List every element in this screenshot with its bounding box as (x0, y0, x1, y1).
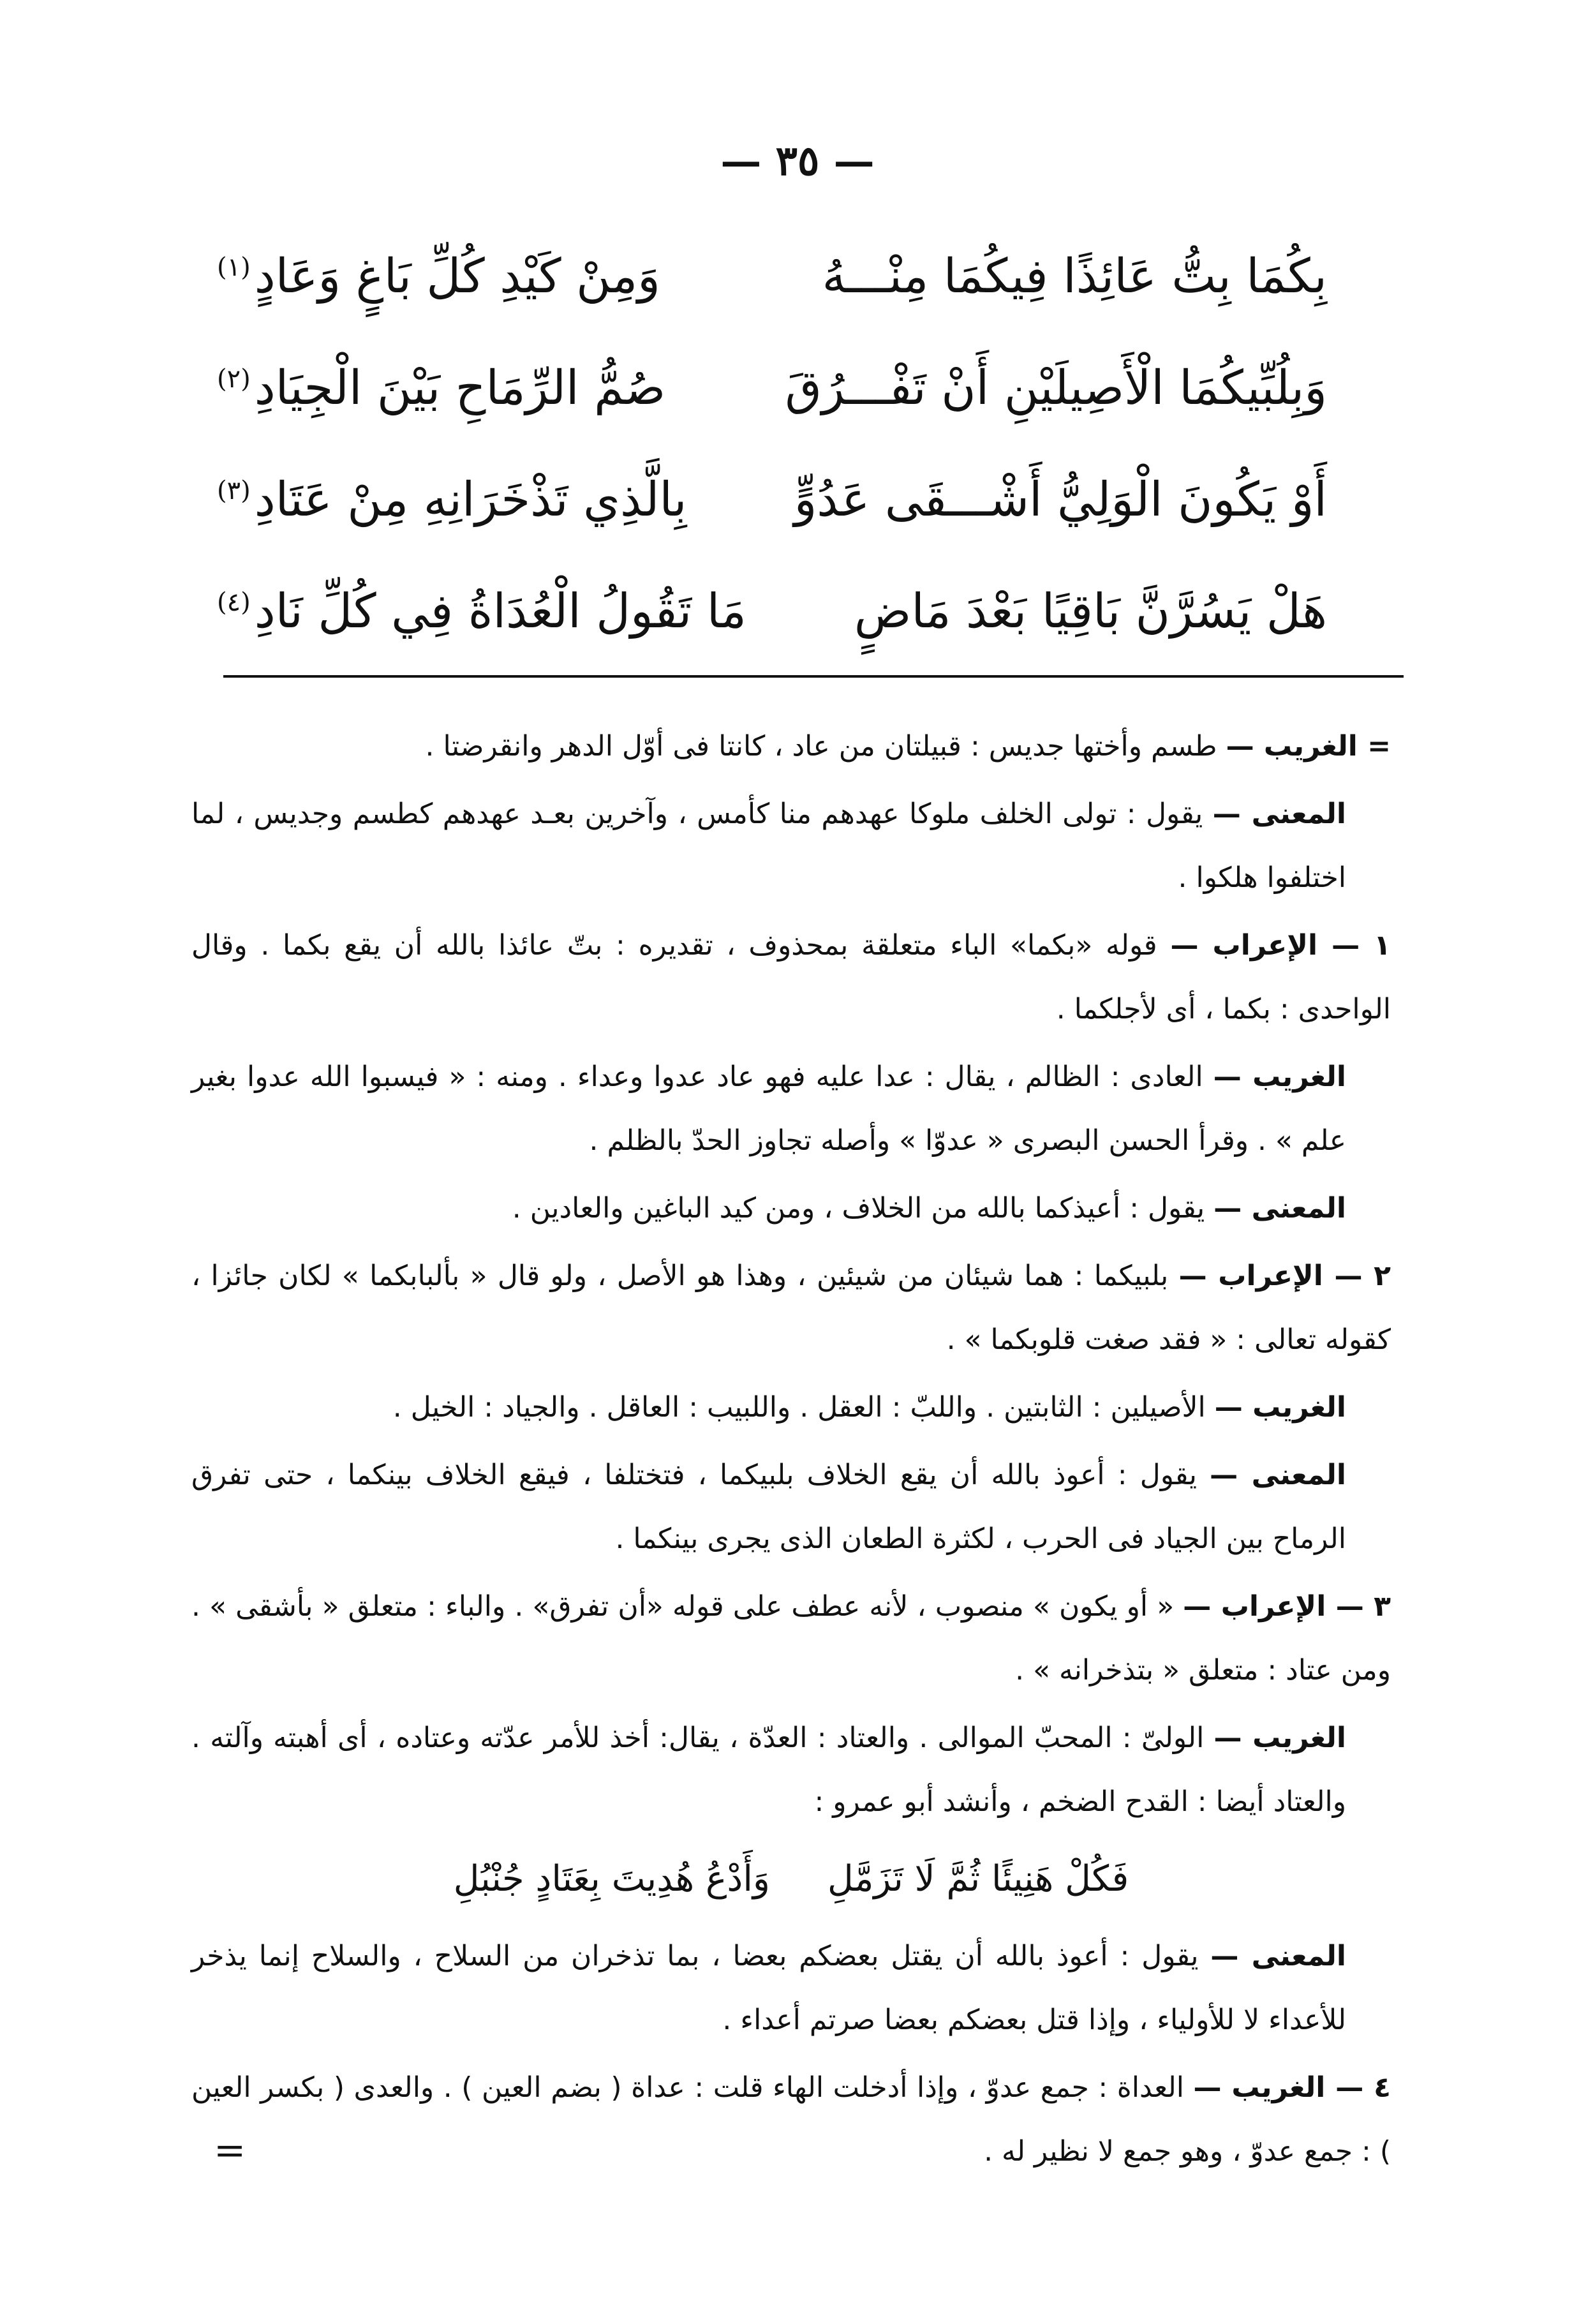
commentary-paragraph (191, 914, 1391, 1041)
paragraph-lead: الغريب — (1214, 1391, 1346, 1424)
verse-second-hemistich: مَا تَقُولُ الْعُدَاةُ فِي كُلِّ نَادِ$^{(٤)}$ (217, 583, 746, 639)
paragraph-lead: المعنى — (1210, 1940, 1346, 1972)
paragraph-lead: المعنى — (1212, 798, 1346, 830)
quoted-verse-second: وَأَدْعُ هُدِيتَ بِعَتَادٍ جُنْبُلِ (453, 1858, 770, 1900)
paragraph-lead: المعنى — (1210, 1459, 1346, 1491)
paragraph-lead: ١ — الإعراب — (1170, 929, 1391, 962)
footnote-marker: (٤) (217, 587, 251, 617)
commentary-paragraph (191, 1706, 1391, 1834)
commentary-block (191, 715, 1391, 2187)
commentary-paragraph (191, 1443, 1391, 1571)
paragraph-text: الولىّ : المحبّ الموالى . والعتاد : العدّة ، يقال: أخذ للأمر عدّته وعتاده ، أى أهبته وآلته . والعتاد أيضا : القدح الضخم ، وأنشد أبو عمرو : (191, 1722, 1346, 1818)
paragraph-text: الأصيلين : الثابتين . واللبّ : العقل . واللبيب : العاقل . والجياد : الخيل . (392, 1391, 1206, 1424)
paragraph-lead: ٤ — الغريب — (1193, 2071, 1391, 2104)
footnote-marker: (١) (217, 252, 251, 282)
verse-first-hemistich: هَلْ يَسُرَّنَّ بَاقِيًا بَعْدَ مَاضٍ (854, 583, 1327, 639)
quoted-verse (191, 1838, 1391, 1921)
commentary-paragraph (191, 1575, 1391, 1702)
paragraph-lead: = الغريب — (1226, 730, 1391, 763)
paragraph-text: يقول : أعوذ بالله أن يقتل بعضكم بعضا ، بما تذخران من السلاح ، والسلاح إنما يذخر للأعداء لا للأولياء ، وإذا قتل بعضكم بعضا صرتم أعداء . (191, 1940, 1346, 2036)
paragraph-text: قوله «بكما» الباء متعلقة بمحذوف ، تقديره : بتّ عائذا بالله أن يقع بكما . وقال الواحدى : بكما ، أى لأجلكما . (191, 929, 1391, 1025)
paragraph-text: يقول : تولى الخلف ملوكا عهدهم منا كأمس ، وآخرين بعـد عهدهم كطسم وجديس ، لما اختلفوا هلكوا . (191, 798, 1346, 894)
paragraph-lead: المعنى — (1213, 1192, 1346, 1225)
verse-second-hemistich: وَمِنْ كَيْدِ كُلِّ بَاغٍ وَعَادٍ$^{(١)}$ (217, 248, 660, 304)
verse-second-hemistich: صُمُّ الرِّمَاحِ بَيْنَ الْجِيَادِ$^{(٢)}$ (217, 360, 666, 415)
paragraph-lead: ٢ — الإعراب — (1178, 1260, 1391, 1292)
verse-line (217, 332, 1327, 443)
footnote-marker: (٣) (217, 475, 251, 505)
page-number: — ٣٥ — (720, 137, 875, 185)
verse-line (217, 220, 1327, 332)
paragraph-text: طسم وأختها جديس : قبيلتان من عاد ، كانتا فى أوّل الدهر وانقرضتا . (425, 730, 1217, 763)
verse-line (217, 555, 1327, 667)
poem-verses (217, 220, 1327, 667)
paragraph-text: يقول : أعوذ بالله أن يقع الخلاف بلبيكما ، فتختلفا ، فيقع الخلاف بينكما ، حتى تفرق الرماح بين الجياد فى الحرب ، لكثرة الطعان الذى يجرى بينكما . (191, 1459, 1346, 1555)
footnote-marker: (٢) (217, 364, 251, 394)
quoted-verse-first: فَكُلْ هَنِيئًا ثُمَّ لَا تَزَمَّلِ (827, 1858, 1129, 1900)
end-mark: = (214, 2128, 246, 2173)
commentary-paragraph (191, 782, 1391, 910)
commentary-paragraph (191, 1376, 1391, 1440)
commentary-paragraph (191, 1925, 1391, 2052)
paragraph-lead: ٣ — الإعراب — (1183, 1590, 1391, 1623)
paragraph-text: العادى : الظالم ، يقال : عدا عليه فهو عاد عدوا وعداء . ومنه : « فيسبوا الله عدوا بغير علم » . وقرأ الحسن البصرى « عدوّا » وأصله تجاوز الحدّ بالظلم . (191, 1061, 1346, 1157)
commentary-paragraph (191, 1244, 1391, 1372)
commentary-paragraph (191, 2056, 1391, 2184)
commentary-paragraph (191, 1177, 1391, 1240)
verse-second-hemistich: بِالَّذِي تَذْخَرَانِهِ مِنْ عَتَادِ$^{(٣)}$ (217, 472, 687, 527)
commentary-paragraph (191, 715, 1391, 778)
paragraph-text: يقول : أعيذكما بالله من الخلاف ، ومن كيد الباغين والعادين . (512, 1192, 1205, 1225)
paragraph-lead: الغريب — (1213, 1061, 1346, 1093)
paragraph-lead: الغريب — (1213, 1722, 1346, 1754)
paragraph-text: بلبيكما : هما شيئان من شيئين ، وهذا هو الأصل ، ولو قال « بألبابكما » لكان جائزا ، كقوله تعالى : « فقد صغت قلوبكما » . (191, 1260, 1391, 1356)
verse-first-hemistich: وَبِلُبِّيكُمَا الْأَصِيلَيْنِ أَنْ تَفْـــرُقَ (785, 360, 1327, 415)
paragraph-text: العداة : جمع عدوّ ، وإذا أدخلت الهاء قلت : عداة ( بضم العين ) . والعدى ( بكسر العين ) : جمع عدوّ ، وهو جمع لا نظير له . (191, 2071, 1391, 2168)
paragraph-text: « أو يكون » منصوب ، لأنه عطف على قوله «أن تفرق» . والباء : متعلق « بأشقى » . ومن عتاد : متعلق « بتذخرانه » . (191, 1590, 1391, 1687)
verse-first-hemistich: بِكُمَا بِتُّ عَائِذًا فِيكُمَا مِنْـــهُ (822, 248, 1327, 304)
section-divider (223, 675, 1404, 678)
verse-first-hemistich: أَوْ يَكُونَ الْوَلِيُّ أَشْـــقَى عَدُوٍّ (794, 472, 1327, 527)
commentary-paragraph (191, 1045, 1391, 1173)
verse-line (217, 443, 1327, 555)
